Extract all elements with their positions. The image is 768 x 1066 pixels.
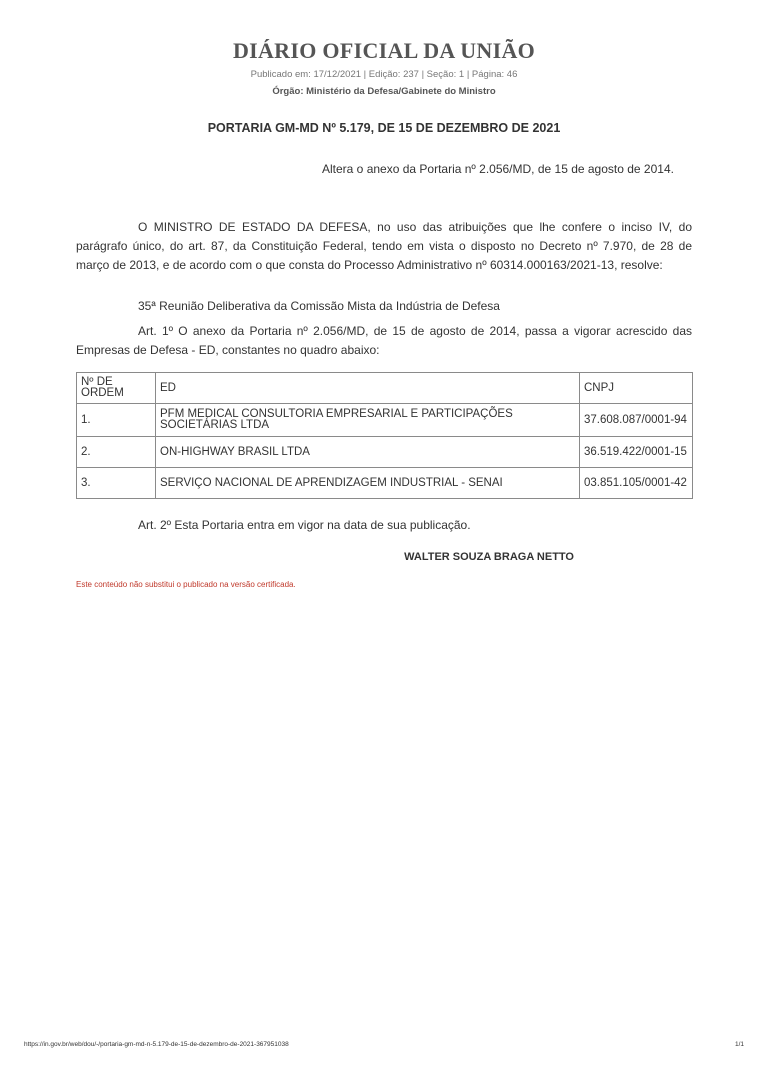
row-cnpj: 37.608.087/0001-94 <box>580 404 693 437</box>
row-cnpj: 36.519.422/0001-15 <box>580 437 693 468</box>
header-cnpj: CNPJ <box>580 373 693 404</box>
preamble-paragraph: O MINISTRO DE ESTADO DA DEFESA, no uso das atribuições que lhe confere o inciso IV, do parágrafo único, do art. 87, da Constituição Federal, tendo em vista o disposto no Decreto nº 7.970, de 28 de março de 2013, e de acordo com o que consta do Processo Administrativo nº 60314.000163/2021-13, resolve: <box>76 220 692 272</box>
row-company: ON-HIGHWAY BRASIL LTDA <box>156 437 580 468</box>
article-1-paragraph: Art. 1º O anexo da Portaria nº 2.056/MD, de 15 de agosto de 2014, passa a vigorar acrescido das Empresas de Defesa - ED, constantes no quadro abaixo: <box>76 324 692 357</box>
companies-table <box>76 372 693 499</box>
header-ed: ED <box>156 373 580 404</box>
table-row <box>77 437 693 468</box>
row-order: 1. <box>77 404 156 437</box>
row-cnpj: 03.851.105/0001-42 <box>580 468 693 499</box>
portaria-title: PORTARIA GM-MD Nº 5.179, DE 15 DE DEZEMBRO DE 2021 <box>207 121 561 135</box>
meeting-paragraph: 35ª Reunião Deliberativa da Comissão Mista da Indústria de Defesa <box>138 299 500 313</box>
row-order: 2. <box>77 437 156 468</box>
table-row <box>77 468 693 499</box>
footer-url: https://in.gov.br/web/dou/-/portaria-gm-md-n-5.179-de-15-de-dezembro-de-2021-367951038 <box>24 1041 289 1048</box>
orgao-label: Órgão: Ministério da Defesa/Gabinete do Ministro <box>272 86 496 97</box>
row-company: PFM MEDICAL CONSULTORIA EMPRESARIAL E PARTICIPAÇÕES SOCIETÁRIAS LTDA <box>156 404 580 437</box>
signature: WALTER SOUZA BRAGA NETTO <box>404 551 574 563</box>
table-header-row <box>77 373 693 404</box>
row-order: 3. <box>77 468 156 499</box>
ementa: Altera o anexo da Portaria nº 2.056/MD, de 15 de agosto de 2014. <box>322 162 674 176</box>
disclaimer: Este conteúdo não substitui o publicado na versão certificada. <box>76 580 296 589</box>
article-2-paragraph: Art. 2º Esta Portaria entra em vigor na data de sua publicação. <box>138 518 471 532</box>
header-order-number: Nº DE ORDEM <box>77 373 156 404</box>
footer-page-number: 1/1 <box>734 1041 744 1048</box>
publication-info: Publicado em: 17/12/2021 | Edição: 237 | Seção: 1 | Página: 46 <box>250 69 518 80</box>
table-row <box>77 404 693 437</box>
masthead-title: DIÁRIO OFICIAL DA UNIÃO <box>232 38 536 63</box>
row-company: SERVIÇO NACIONAL DE APRENDIZAGEM INDUSTRIAL - SENAI <box>156 468 580 499</box>
